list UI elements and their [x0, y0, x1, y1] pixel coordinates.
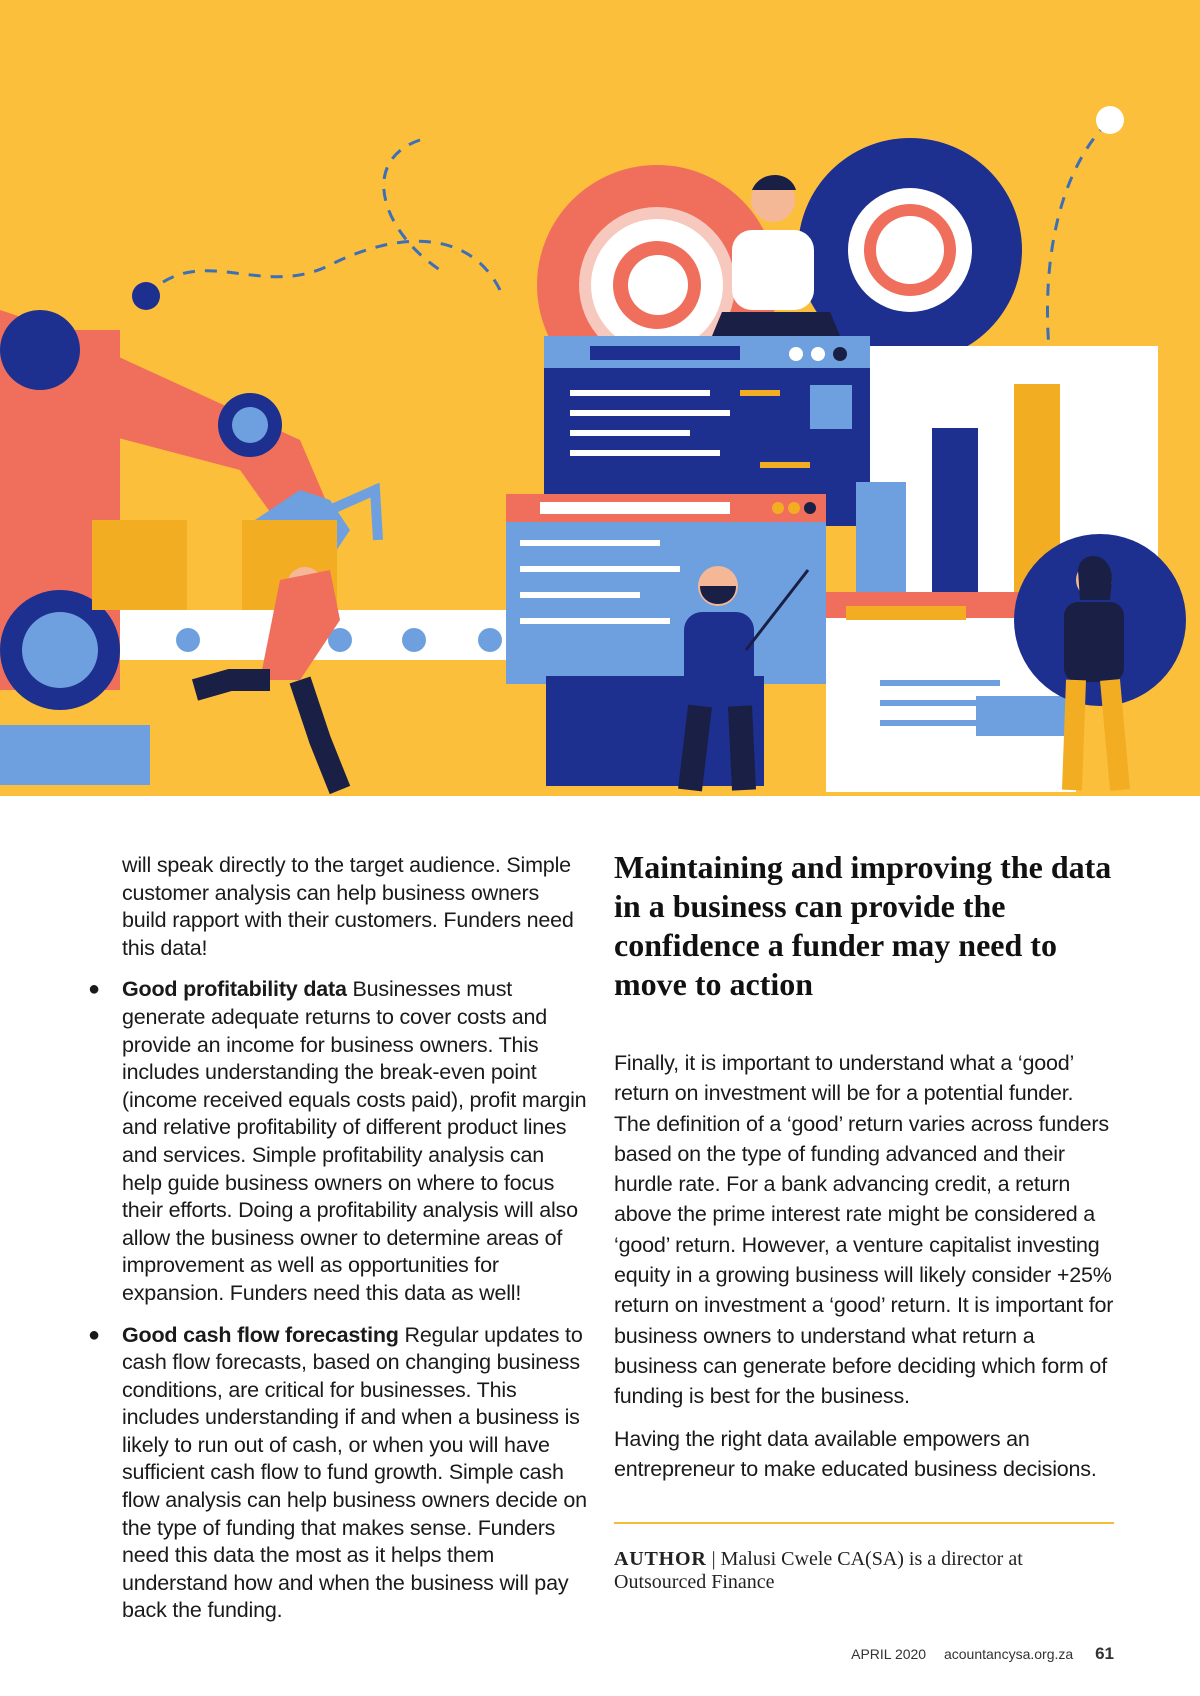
bullet-list	[88, 976, 588, 1625]
business-data-illustration-icon	[0, 0, 1200, 796]
pull-quote: Maintaining and improving the data in a business can provide the confidence a funder may need to move to action	[614, 849, 1112, 1002]
author-separator: |	[711, 1548, 716, 1571]
right-column	[614, 848, 1114, 1594]
bullet-icon: ●	[88, 978, 100, 1001]
issue-date: APRIL 2020	[851, 1646, 927, 1662]
list-item	[88, 1322, 588, 1626]
bullet-text: Businesses must generate adequate returns to cover costs and provide an income for business owners. This includes understanding the break-even point (income received equals costs paid), profit margin and relative profitability of different product lines and services. Simple profitability analysis can help guide business owners on where to focus their efforts. Doing a profitability analysis will also allow the business owner to determine areas of improvement as well as opportunities for expansion. Funders need this data as well!	[122, 977, 587, 1305]
hero-illustration	[0, 0, 1200, 796]
website-link[interactable]: acountancysa.org.za	[943, 1646, 1074, 1662]
bullet-text: Regular updates to cash flow forecasts, based on changing business conditions, are critical for businesses. This includes understanding if and when a business is likely to run out of cash, or when you will have sufficient cash flow to fund growth. Simple cash flow analysis can help business owners decide on the type of funding that makes sense. Funders need this data the most as it helps them understand how and when the business will pay back the funding.	[122, 1322, 587, 1623]
page-number: 61	[1095, 1644, 1114, 1663]
divider	[614, 1522, 1114, 1524]
author-label: AUTHOR	[614, 1548, 707, 1571]
author-bio	[614, 1548, 1114, 1594]
bullet-heading: Good profitability data	[122, 977, 347, 1002]
bullet-heading: Good cash flow forecasting	[122, 1322, 399, 1347]
intro-paragraph: will speak directly to the target audience. Simple customer analysis can help business owners build rapport with their customers. Funders need this data!	[122, 853, 574, 960]
author-text: Malusi Cwele CA(SA) is a director at Outsourced Finance	[614, 1548, 1023, 1594]
bullet-icon: ●	[88, 1323, 100, 1346]
body-paragraph: Finally, it is important to understand what a ‘good’ return on investment will be for a potential funder. The definition of a ‘good’ return varies across funders based on the type of funding advanced and their hurdle rate. For a bank advancing credit, a return above the prime interest rate might be considered a ‘good’ return. However, a venture capitalist investing equity in a growing business will likely consider +25% return on investment a ‘good’ return. It is important for business owners to understand what return a business can generate before deciding which form of funding is best for the business.	[614, 1051, 1114, 1409]
left-column	[88, 852, 588, 1639]
list-item	[88, 976, 588, 1307]
body-paragraph: Having the right data available empowers an entrepreneur to make educated business decisions.	[614, 1426, 1097, 1481]
page-footer	[837, 1644, 1114, 1664]
